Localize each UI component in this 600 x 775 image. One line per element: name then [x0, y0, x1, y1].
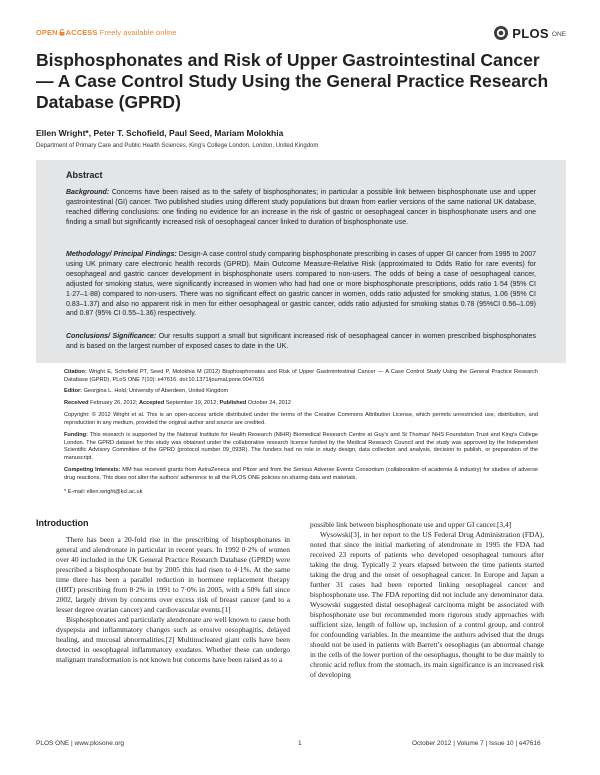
abstract-conclusions: Conclusions/ Significance: Our results support a small but significant increased risk of oesophageal cancer in women prescribed bisphosphonates and is based on the largest number of exposed cases to date in the UK. — [66, 333, 536, 350]
funding: Funding: This research is supported by the National Institute for Health Research (NIHR) Biomedical Research Centre at Guy’s and St Thomas’ NHS Foundation Trust and King’s College London. The GPRD dataset for this study was obtained under the collaborative research licence funded by the Medical Research Council and the study was approved by the Independent Scientific Advisory Committee of the GPRD (protocol number 09_093R). The funders had no role in study design, data collection and analysis, decision to publish, or preparation of the manuscript. — [64, 432, 538, 461]
footer-journal: PLOS ONE | www.plosone.org — [36, 740, 125, 747]
paragraph: Wysowski[3], in her report to the US Federal Drug Administration (FDA), noted that since the initial marketing of alendronate in 1995 the FDA had received 23 reports of patients who developed oesophageal tumours after taking the drug. Typically 2 years elapsed between the time patients started taking the drug and the onset of oesophageal cancer. In Europe and Japan a further 31 cases had been reported linking oesophageal cancer and bisphosphonate use. The FDA reporting did not include any denominator data. Wysowski suggested distal oesophageal carcinoma might be associated with bisphosphonate use but recommended more rigorous study approaches with sufficient size, length of follow up, inclusion of a control group, and control for confounding variables. In the meantime the authors advised that the drugs should not be used in patients with Barrett’s oesophagus (an abnormal change in the cells of the lower portion of the oesophagus, thought to be due mainly to chronic acid reflux from the stomach, its main significance is an increased risk of developing — [310, 530, 544, 679]
abstract-box — [36, 160, 566, 363]
email: * E-mail: ellen.wright@kcl.ac.uk — [64, 489, 143, 495]
copyright: Copyright: © 2012 Wright et al. This is an open-access article distributed under the terms of the Creative Commons Attribution License, which permits unrestricted use, distribution, and reproduction in any medium, provided the original author and source are credited. — [64, 412, 538, 426]
article-title: Bisphosphonates and Risk of Upper Gastrointestinal Cancer — A Case Control Study Using the General Practice Research Database (GPRD) — [36, 50, 549, 112]
abstract-methods: Methodology/ Principal Findings: Design-A case control study comparing bisphosphonate prescribing in cases of upper GI cancer from 1995 to 2007 using UK primary care electronic health records (GPRD). Main Outcome Measure-Relative Risk (approximated to Odds Ratio for rare events) for oesophageal and gastric cancer development in bisphosphonate users compared to non-users. The odds of being a case of oesophageal cancer, adjusted for smoking status, were significantly increased in women who had had one or more bisphosphonate prescriptions, odds ratio 1·54 (95% CI 1·27–1·88) compared to non-users. There was no significant effect on gastric cancer in women, odds ratio adjusted for smoking status, 1.06 (95% CI 0.83–1.37) and also no apparent risk in men for either oesophageal or gastric cancer, odds ratio adjusted for smoking status 0.78 (95%CI 0.56–1.09) and 0.87 (95% CI 0.55–1.36) respectively. — [66, 251, 537, 318]
intro-heading: Introduction — [36, 518, 89, 528]
affiliation: Department of Primary Care and Public Health Sciences, King’s College London, London, United Kingdom — [36, 143, 319, 149]
plos-one-logo: PLOS ONE — [493, 24, 566, 42]
editor: Editor: Georgina L. Hold, University of Aberdeen, United Kingdom — [64, 388, 229, 394]
footer-page-number: 1 — [298, 740, 302, 747]
open-access-badge: OPEN ACCESS Freely available online — [36, 28, 177, 37]
abstract-heading: Abstract — [66, 170, 103, 180]
footer-issue: October 2012 | Volume 7 | Issue 10 | e47616 — [412, 740, 541, 747]
paragraph: There has been a 20-fold rise in the prescribing of bisphosphonates in general and alendronate in particular in recent years. In 1992 0·2% of women over 40 included in the UK General Practice Research Database (GPRD) were prescribed a bisphosphonate but by 2005 this had risen to 4·1%. At the same time there has been a parallel reduction in hormone replacement therapy (HRT) prescribing from 8·2% in 1991 to 7·0% in 2005, with a 50% fall since 2002, largely driven by concerns over excess risk of breast cancer (and to a lesser degree ovarian cancer) and cardiovascular events.[1] — [56, 535, 290, 614]
right-column — [310, 520, 544, 680]
abstract-background: Background: Concerns have been raised as to the safety of bisphosphonates; in particular a possible link between bisphosphonate use and upper gastrointestinal (GI) cancer. Two published studies using different study populations but drawn from earlier versions of the same national UK database, reached differing conclusions: one finding no evidence for an increase in the risk of gastric or oesophageal cancer in bisphosphonate users and one finding a small but significantly increased risk of oesophageal cancer linked to duration of bisphosphonate use. — [66, 189, 536, 226]
author-list: Ellen Wright*, Peter T. Schofield, Paul Seed, Mariam Molokhia — [36, 128, 284, 138]
left-column — [56, 535, 290, 665]
open-lock-icon — [59, 29, 65, 36]
competing-interests: Competing Interests: MM has received grants from AstraZeneca and Pfizer and from the Serious Adverse Events Consortium (collaboration of academia & industry) for studies of adverse drug reactions. This does not alter the authors’ adherence to all the PLOS ONE policies on sharing data and materials. — [64, 467, 538, 481]
paragraph: possible link between bisphosphonate use and upper GI cancer.[3,4] — [310, 520, 512, 529]
citation: Citation: Wright E, Schofield PT, Seed P, Molokhia M (2012) Bisphosphonates and Risk of Upper Gastrointestinal Cancer — A Case Control Study Using the General Practice Research Database (GPRD). PLoS ONE 7(10): e47616. doi:10.1371/journal.pone.0047616 — [64, 369, 538, 383]
plos-logo-icon — [493, 25, 509, 41]
paragraph: Bisphosphonates and particularly alendronate are well known to cause both dyspepsia and inflammatory changes such as erosive oesophagitis, delayed healing, and mucosal abnormalities.[2] Multinucleated giant cells have been detected in oesophageal inflammatory exudates. Whether these can undergo malignant transformation is not known but concerns have been raised as to a — [56, 615, 290, 664]
journal-header — [36, 24, 566, 44]
dates: Received February 26, 2012; Accepted September 19, 2012; Published October 24, 2012 — [64, 400, 292, 406]
